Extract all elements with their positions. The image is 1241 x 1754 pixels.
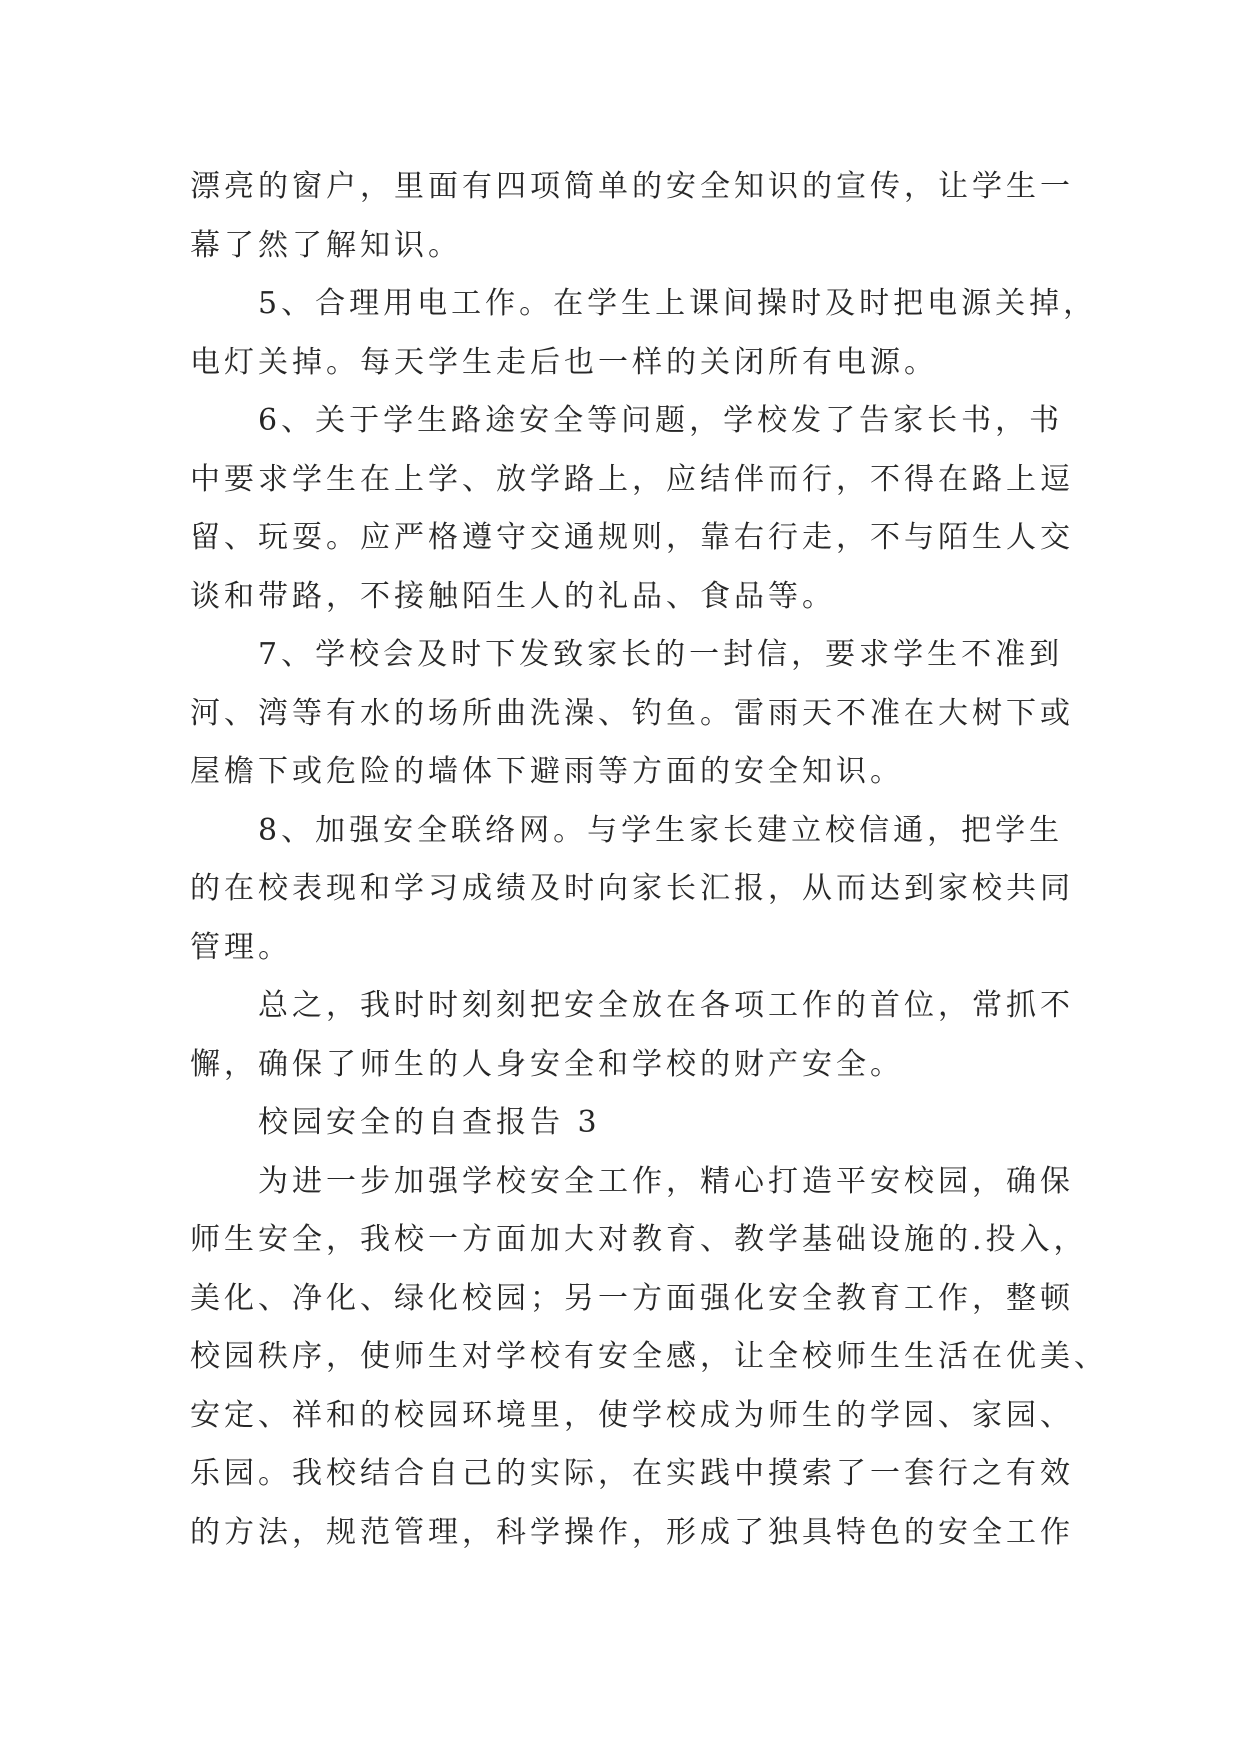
paragraph: [190, 802, 1074, 978]
text-line: 管理。: [190, 929, 292, 965]
text-line: 河、湾等有水的场所曲洗澡、钓鱼。雷雨天不准在大树下或: [190, 695, 1074, 731]
text-line: 总之，我时时刻刻把安全放在各项工作的首位，常抓不: [258, 988, 1074, 1023]
text-line: 8、加强安全联络网。与学生家长建立校信通，把学生: [258, 812, 1064, 848]
text-line: 中要求学生在上学、放学路上，应结伴而行，不得在路上逗: [190, 461, 1074, 497]
text-line: 电灯关掉。每天学生走后也一样的关闭所有电源。: [190, 344, 938, 380]
text-line: 乐园。我校结合自己的实际，在实践中摸索了一套行之有效: [190, 1456, 1074, 1491]
text-line: 师生安全，我校一方面加大对教育、教学基础设施的.投入，: [190, 1222, 1088, 1257]
text-line: 留、玩耍。应严格遵守交通规则，靠右行走，不与陌生人交: [190, 520, 1074, 555]
document-body: [190, 158, 1108, 1562]
text-line: 校园安全的自查报告 3: [258, 1105, 601, 1140]
text-line: 6、关于学生路途安全等问题，学校发了告家长书，书: [258, 403, 1064, 438]
text-line: 的方法，规范管理，科学操作，形成了独具特色的安全工作: [190, 1514, 1074, 1550]
paragraph: [190, 158, 1074, 275]
text-line: 谈和带路，不接触陌生人的礼品、食品等。: [190, 578, 836, 614]
text-line: 屋檐下或危险的墙体下避雨等方面的安全知识。: [190, 754, 904, 789]
text-line: 安定、祥和的校园环境里，使学校成为师生的学园、家园、: [190, 1397, 1074, 1433]
text-line: 为进一步加强学校安全工作，精心打造平安校园，确保: [258, 1163, 1074, 1199]
text-line: 7、学校会及时下发致家长的一封信，要求学生不准到: [258, 637, 1064, 672]
paragraph: [190, 275, 1098, 392]
paragraph: [190, 626, 1074, 802]
paragraph: [190, 1153, 1108, 1563]
text-line: 美化、净化、绿化校园；另一方面强化安全教育工作，整顿: [190, 1280, 1074, 1316]
text-line: 懈，确保了师生的人身安全和学校的财产安全。: [190, 1046, 904, 1082]
paragraph: [190, 1094, 1060, 1153]
text-line: 5、合理用电工作。在学生上课间操时及时把电源关掉，: [258, 286, 1098, 321]
text-line: 幕了然了解知识。: [190, 227, 462, 263]
text-line: 校园秩序，使师生对学校有安全感，让全校师生生活在优美、: [190, 1339, 1108, 1374]
paragraph: [190, 977, 1074, 1094]
paragraph: [190, 392, 1074, 626]
text-line: 的在校表现和学习成绩及时向家长汇报，从而达到家校共同: [190, 871, 1074, 906]
text-line: 漂亮的窗户，里面有四项简单的安全知识的宣传，让学生一: [190, 169, 1074, 204]
